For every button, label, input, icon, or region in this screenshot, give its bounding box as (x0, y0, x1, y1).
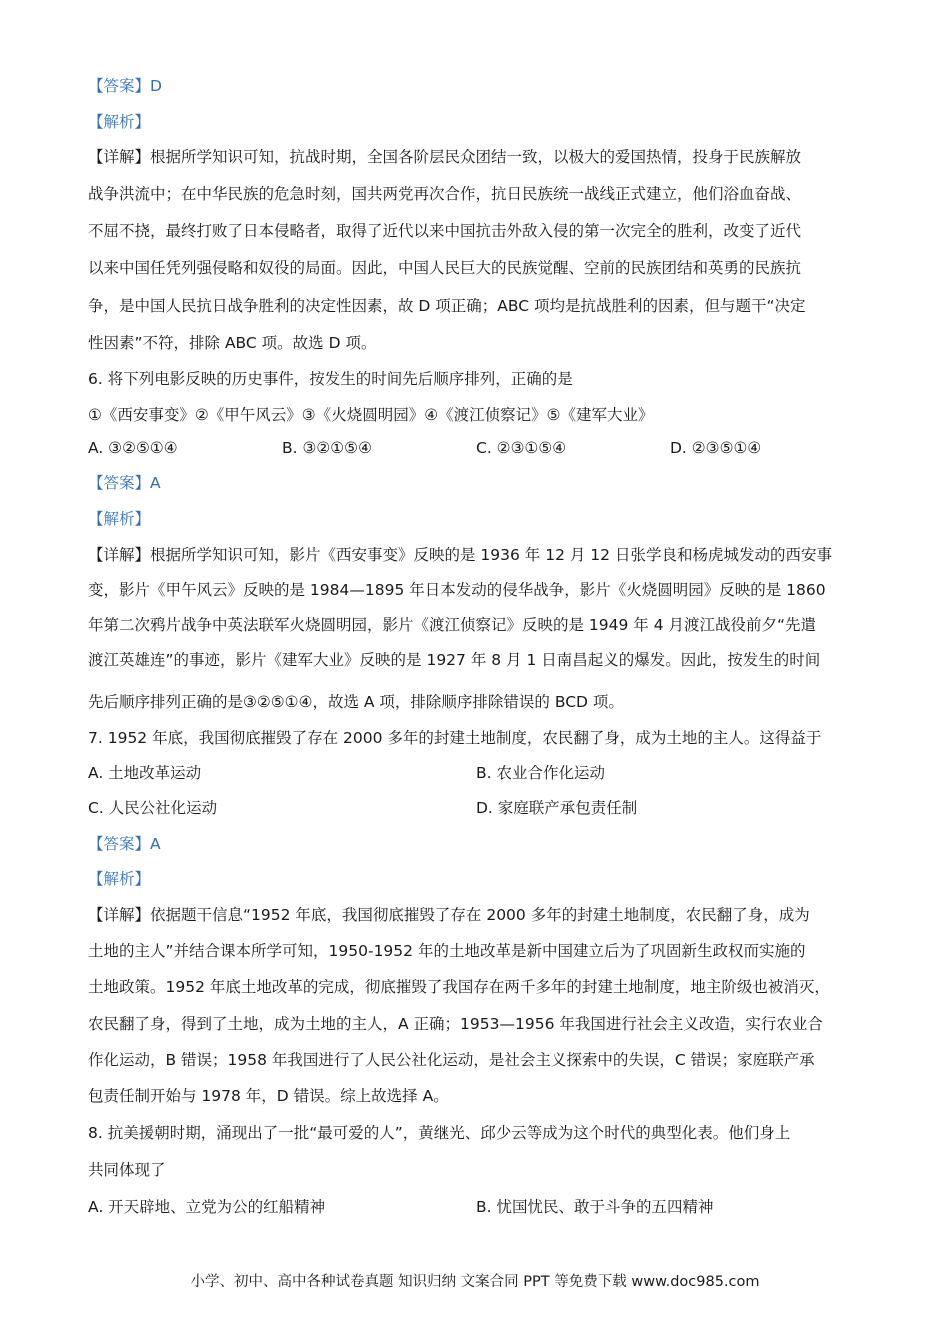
option-c: C. 人民公社化运动 (88, 799, 218, 817)
detail-text: 作化运动，B 错误；1958 年我国进行了人民公社化运动，是社会主义探索中的失误，C 错误；家庭联产承 (88, 1051, 815, 1069)
option-a: A. ③②⑤①④ (88, 439, 178, 457)
detail-text: 不屈不挠，最终打败了日本侵略者，取得了近代以来中国抗击外敌入侵的第一次完全的胜利，改变了近代 (88, 222, 802, 240)
option-b: B. 忧国忧民、敢于斗争的五四精神 (476, 1198, 714, 1216)
detail-text: 变，影片《甲午风云》反映的是 1984—1895 年日本发动的侵华战争，影片《火烧圆明园》反映的是 1860 (88, 581, 826, 599)
detail-text: 土地的主人”并结合课本所学可知，1950-1952 年的土地改革是新中国建立后为了巩固新生政权而实施的 (88, 942, 806, 960)
question-6: 6. 将下列电影反映的历史事件，按发生的时间先后顺序排列，正确的是 (88, 370, 573, 388)
page-footer: 小学、初中、高中各种试卷真题 知识归纳 文案合同 PPT 等免费下载 www.doc985.com (190, 1274, 760, 1290)
detail-text: 渡江英雄连”的事迹，影片《建军大业》反映的是 1927 年 8 月 1 日南昌起义的爆发。因此，按发生的时间 (88, 651, 821, 669)
option-a: A. 土地改革运动 (88, 764, 202, 782)
analysis-label: 【解析】 (88, 870, 151, 888)
question-8: 8. 抗美援朝时期，涌现出了一批“最可爱的人”，黄继光、邱少云等成为这个时代的典型化表。他们身上 (88, 1124, 791, 1142)
detail-text: 争，是中国人民抗日战争胜利的决定性因素，故 D 项正确；ABC 项均是抗战胜利的因素，但与题干“决定 (88, 297, 806, 315)
detail-text: 以来中国任凭列强侵略和奴役的局面。因此，中国人民巨大的民族觉醒、空前的民族团结和英勇的民族抗 (88, 259, 802, 277)
question-7: 7. 1952 年底，我国彻底摧毁了存在 2000 多年的封建土地制度，农民翻了身，成为土地的主人。这得益于 (88, 729, 822, 747)
detail-text: 土地政策。1952 年底土地改革的完成，彻底摧毁了我国存在两千多年的封建土地制度，地主阶级也被消灭， (88, 978, 830, 996)
option-d: D. 家庭联产承包责任制 (476, 799, 638, 817)
option-d: D. ②③⑤①④ (670, 439, 762, 457)
question-8-cont: 共同体现了 (88, 1161, 166, 1179)
detail-text: 【详解】根据所学知识可知，影片《西安事变》反映的是 1936 年 12 月 12 日张学良和杨虎城发动的西安事 (88, 546, 832, 564)
detail-text: 农民翻了身，得到了土地，成为土地的主人，A 正确；1953—1956 年我国进行社会主义改造，实行农业合 (88, 1015, 823, 1033)
option-b: B. 农业合作化运动 (476, 764, 605, 782)
option-a: A. 开天辟地、立党为公的红船精神 (88, 1198, 326, 1216)
detail-text: 性因素”不符，排除 ABC 项。故选 D 项。 (88, 334, 377, 352)
answer-label: 【答案】D (88, 77, 162, 95)
option-c: C. ②③①⑤④ (476, 439, 567, 457)
option-b: B. ③②①⑤④ (282, 439, 372, 457)
detail-text: 【详解】根据所学知识可知，抗战时期，全国各阶层民众团结一致，以极大的爱国热情，投身于民族解放 (88, 148, 802, 166)
question-6-items: ①《西安事变》②《甲午风云》③《火烧圆明园》④《渡江侦察记》⑤《建军大业》 (88, 406, 654, 424)
detail-text: 【详解】依据题干信息“1952 年底，我国彻底摧毁了存在 2000 多年的封建土地制度，农民翻了身，成为 (88, 906, 810, 924)
answer-label: 【答案】A (88, 835, 161, 853)
detail-text: 先后顺序排列正确的是③②⑤①④，故选 A 项，排除顺序排除错误的 BCD 项。 (88, 693, 624, 711)
detail-text: 战争洪流中；在中华民族的危急时刻，国共两党再次合作，抗日民族统一战线正式建立，他们浴血奋战、 (88, 185, 802, 203)
analysis-label: 【解析】 (88, 510, 151, 528)
detail-text: 包责任制开始与 1978 年，D 错误。综上故选择 A。 (88, 1087, 449, 1105)
answer-label: 【答案】A (88, 474, 161, 492)
detail-text: 年第二次鸦片战争中英法联军火烧圆明园，影片《渡江侦察记》反映的是 1949 年 4 月渡江战役前夕“先遣 (88, 616, 817, 634)
analysis-label: 【解析】 (88, 113, 151, 131)
